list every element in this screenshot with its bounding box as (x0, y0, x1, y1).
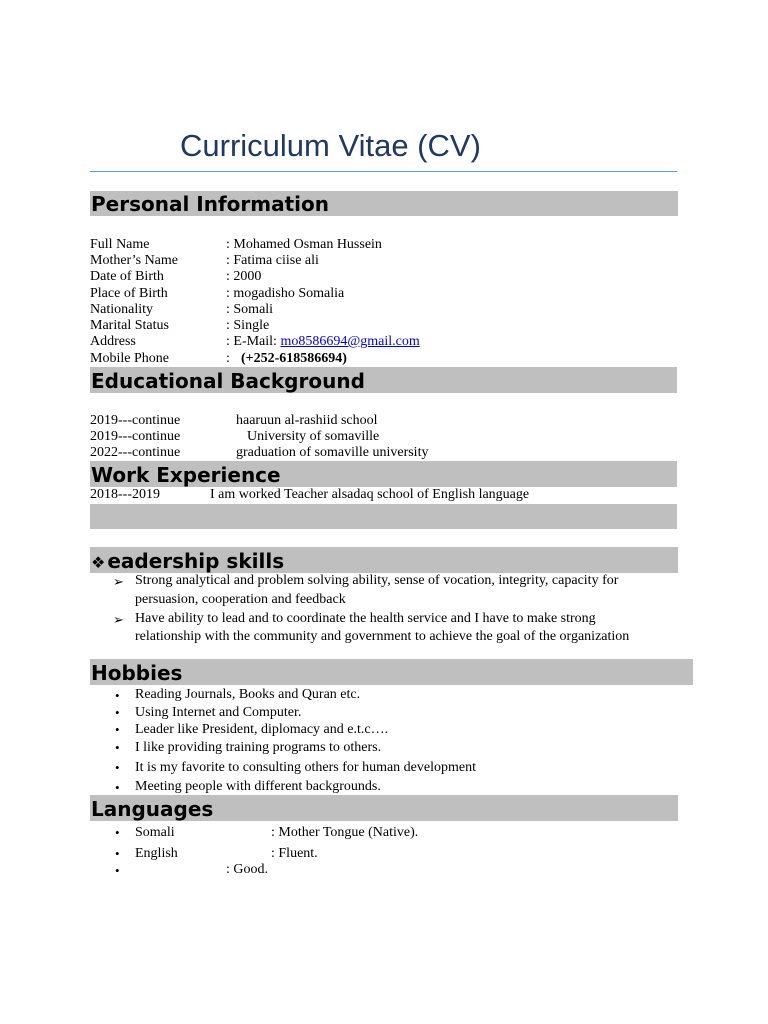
personal-label: Full Name (90, 237, 150, 252)
hobby-item: It is my favorite to consulting others for human development (135, 760, 476, 775)
education-school: University of somaville (247, 429, 380, 444)
bullet-dot-icon: • (115, 780, 120, 795)
bullet-dot-icon: • (115, 705, 120, 720)
phone-value: (+252-618586694) (241, 351, 347, 366)
personal-label: Date of Birth (90, 269, 164, 284)
phone-prefix: : (226, 351, 230, 366)
section-heading-languages: Languages (91, 797, 214, 821)
bullet-dot-icon: • (115, 846, 120, 861)
leadership-line: relationship with the community and government to achieve the goal of the organization (135, 629, 630, 644)
personal-label: Mobile Phone (90, 351, 169, 366)
email-link[interactable]: mo8586694@gmail.com (280, 334, 420, 349)
leadership-line: Strong analytical and problem solving ability, sense of vocation, integrity, capacity for (135, 573, 619, 588)
hobby-item: Reading Journals, Books and Quran etc. (135, 687, 361, 702)
bullet-dot-icon: • (115, 760, 120, 775)
education-school: haaruun al-rashiid school (236, 413, 378, 428)
section-heading-leadership: ❖ eadership skills (91, 549, 285, 573)
personal-label: Place of Birth (90, 286, 168, 301)
personal-value: : Fatima ciise ali (226, 253, 319, 268)
title-divider (90, 171, 677, 172)
language-name: Somali (135, 825, 175, 840)
work-years: 2018---2019 (90, 487, 160, 502)
personal-label: Marital Status (90, 318, 169, 333)
arrow-bullet-icon: ➢ (113, 574, 124, 589)
empty-shaded-row (90, 504, 677, 529)
personal-value: : mogadisho Somalia (226, 286, 345, 301)
education-school: graduation of somaville university (236, 445, 429, 460)
bullet-dot-icon: • (115, 740, 120, 755)
bullet-dot-icon: • (115, 722, 120, 737)
personal-value: : Single (226, 318, 270, 333)
section-heading-hobbies: Hobbies (91, 661, 183, 685)
bullet-dot-icon: • (115, 863, 120, 878)
personal-value: : Somali (226, 302, 274, 317)
language-name: English (135, 846, 178, 861)
hobby-item: Leader like President, diplomacy and e.t.c…. (135, 722, 389, 737)
work-description: I am worked Teacher alsadaq school of English language (210, 487, 530, 502)
education-years: 2019---continue (90, 413, 181, 428)
bullet-dot-icon: • (115, 825, 120, 840)
arrow-bullet-icon: ➢ (113, 612, 124, 627)
education-years: 2019---continue (90, 429, 181, 444)
hobby-item: Using Internet and Computer. (135, 705, 302, 720)
section-heading-education: Educational Background (91, 369, 365, 393)
language-level: : Good. (226, 862, 268, 877)
leadership-line: Have ability to lead and to coordinate the health service and I have to make strong (135, 611, 596, 626)
hobby-item: Meeting people with different backgrounds. (135, 779, 381, 794)
hobby-item: I like providing training programs to others. (135, 740, 382, 755)
personal-label: Address (90, 334, 136, 349)
address-value (226, 335, 420, 349)
bullet-dot-icon: • (115, 688, 120, 703)
language-level: : Mother Tongue (Native). (271, 825, 419, 840)
section-heading-personal: Personal Information (91, 192, 329, 216)
language-level: : Fluent. (271, 846, 318, 861)
address-prefix: : E-Mail: (226, 334, 281, 349)
cv-title: Curriculum Vitae (CV) (180, 128, 481, 163)
education-years: 2022---continue (90, 445, 181, 460)
personal-value: : 2000 (226, 269, 262, 284)
diamond-bullet-icon: ❖ (91, 553, 106, 572)
personal-value: : Mohamed Osman Hussein (226, 237, 382, 252)
personal-label: Mother’s Name (90, 253, 178, 268)
leadership-line: persuasion, cooperation and feedback (135, 592, 346, 607)
personal-label: Nationality (90, 302, 153, 317)
section-heading-work: Work Experience (91, 463, 281, 487)
